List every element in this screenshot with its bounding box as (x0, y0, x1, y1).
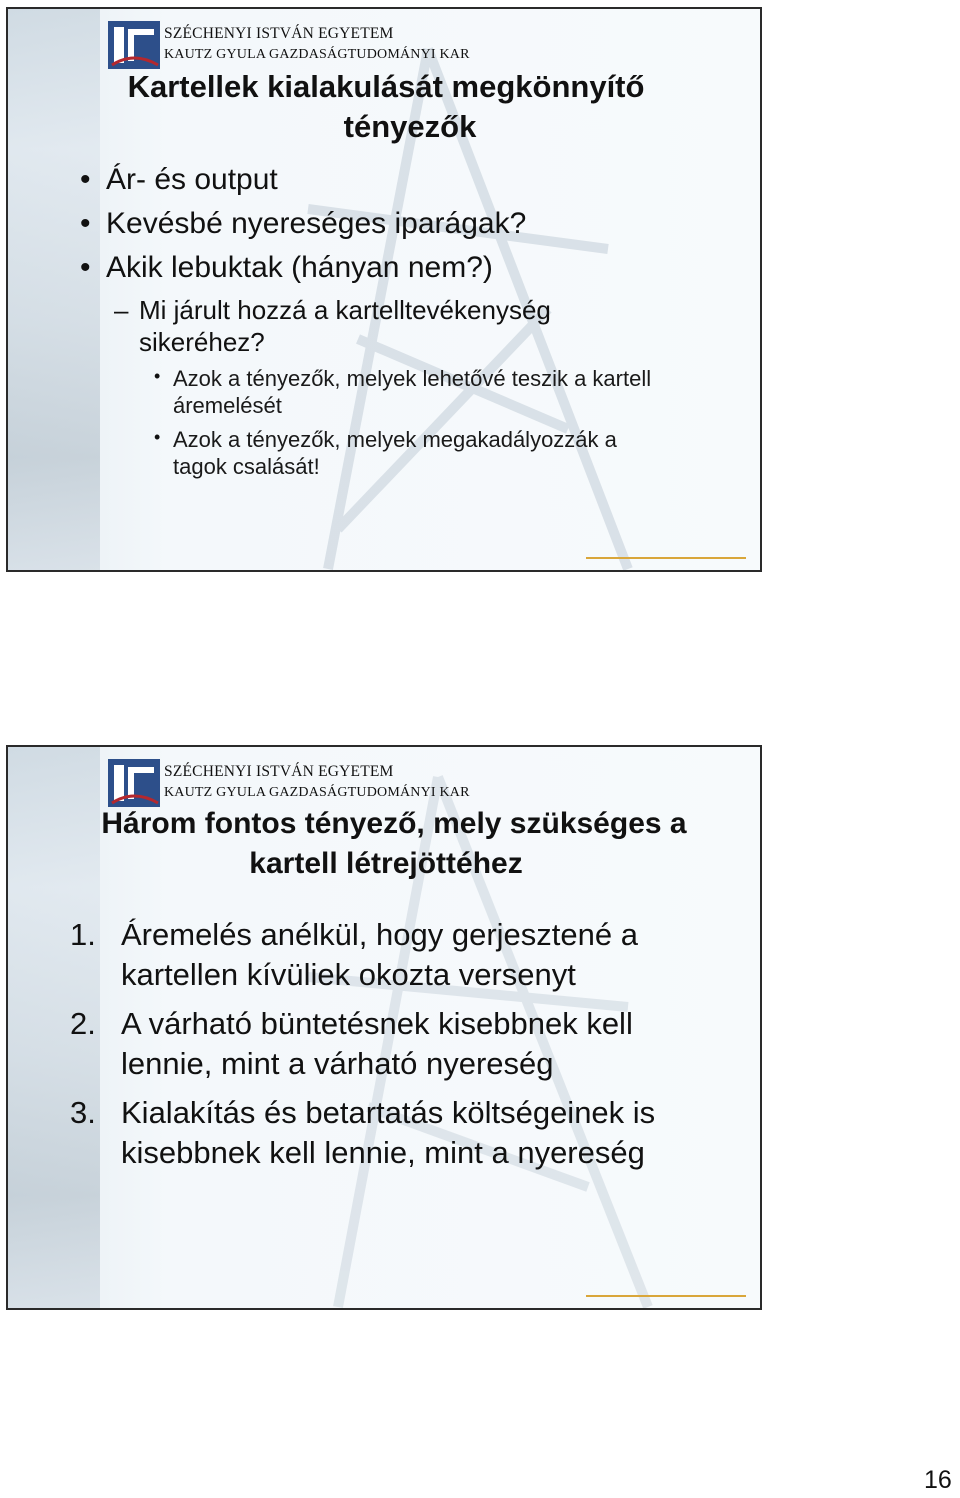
list-item-line: Áremelés anélkül, hogy gerjesztené a (121, 917, 638, 952)
sub-sub-bullet-line: Azok a tényezők, melyek megakadályozzák a (173, 427, 617, 452)
accent-line (586, 557, 746, 559)
slide-1 (6, 7, 762, 572)
list-item-line: kartellen kívüliek okozta versenyt (121, 957, 576, 992)
slide-title-line-2: kartell létrejöttéhez (249, 847, 523, 880)
slide-2 (6, 745, 762, 1310)
list-item-line: lennie, mint a várható nyereség (121, 1046, 554, 1081)
university-title: SZÉCHENYI ISTVÁN EGYETEM (164, 763, 394, 780)
list-number: 3. (70, 1095, 96, 1130)
sub-sub-bullet-line: tagok csalását! (173, 454, 320, 479)
sub-bullet-line-1: Mi járult hozzá a kartelltevékenység (139, 295, 551, 325)
bullet-item: Kevésbé nyereséges iparágak? (106, 207, 527, 240)
sub-sub-bullet-line: Azok a tényezők, melyek lehetővé teszik a kartell (173, 366, 652, 391)
university-name (164, 23, 470, 65)
list-item-line: kisebbnek kell lennie, mint a nyereség (121, 1135, 645, 1170)
list-item-line: Kialakítás és betartatás költségeinek is (121, 1095, 656, 1130)
list-number: 2. (70, 1006, 96, 1041)
sub-sub-bullet-dot: • (154, 366, 161, 386)
slide-title-line-2: tényezők (343, 109, 477, 144)
list-item-line: A várható büntetésnek kisebbnek kell (121, 1006, 633, 1041)
page-number: 16 (924, 1466, 952, 1494)
university-title: SZÉCHENYI ISTVÁN EGYETEM (164, 25, 394, 42)
slide-title-line-1: Három fontos tényező, mely szükséges a (101, 807, 687, 840)
sub-bullet-dash: – (114, 295, 129, 325)
faculty-title: KAUTZ GYULA GAZDASÁGTUDOMÁNYI KAR (164, 785, 470, 800)
sub-bullet-line-2: sikeréhez? (139, 327, 265, 357)
faculty-title: KAUTZ GYULA GAZDASÁGTUDOMÁNYI KAR (164, 47, 470, 62)
sub-sub-bullet-line: áremelését (173, 393, 282, 418)
bullet-item: Ár- és output (106, 163, 278, 196)
bullet-dot: • (80, 207, 91, 240)
bullet-item: Akik lebuktak (hányan nem?) (106, 251, 493, 284)
university-logo (108, 21, 160, 69)
sub-sub-bullet-dot: • (154, 427, 161, 447)
university-logo (108, 759, 160, 807)
slide-title-line-1: Kartellek kialakulását megkönnyítő (127, 69, 645, 104)
bullet-dot: • (80, 163, 91, 196)
bullet-dot: • (80, 251, 91, 284)
university-name (164, 761, 470, 803)
list-number: 1. (70, 917, 96, 952)
accent-line (586, 1295, 746, 1297)
